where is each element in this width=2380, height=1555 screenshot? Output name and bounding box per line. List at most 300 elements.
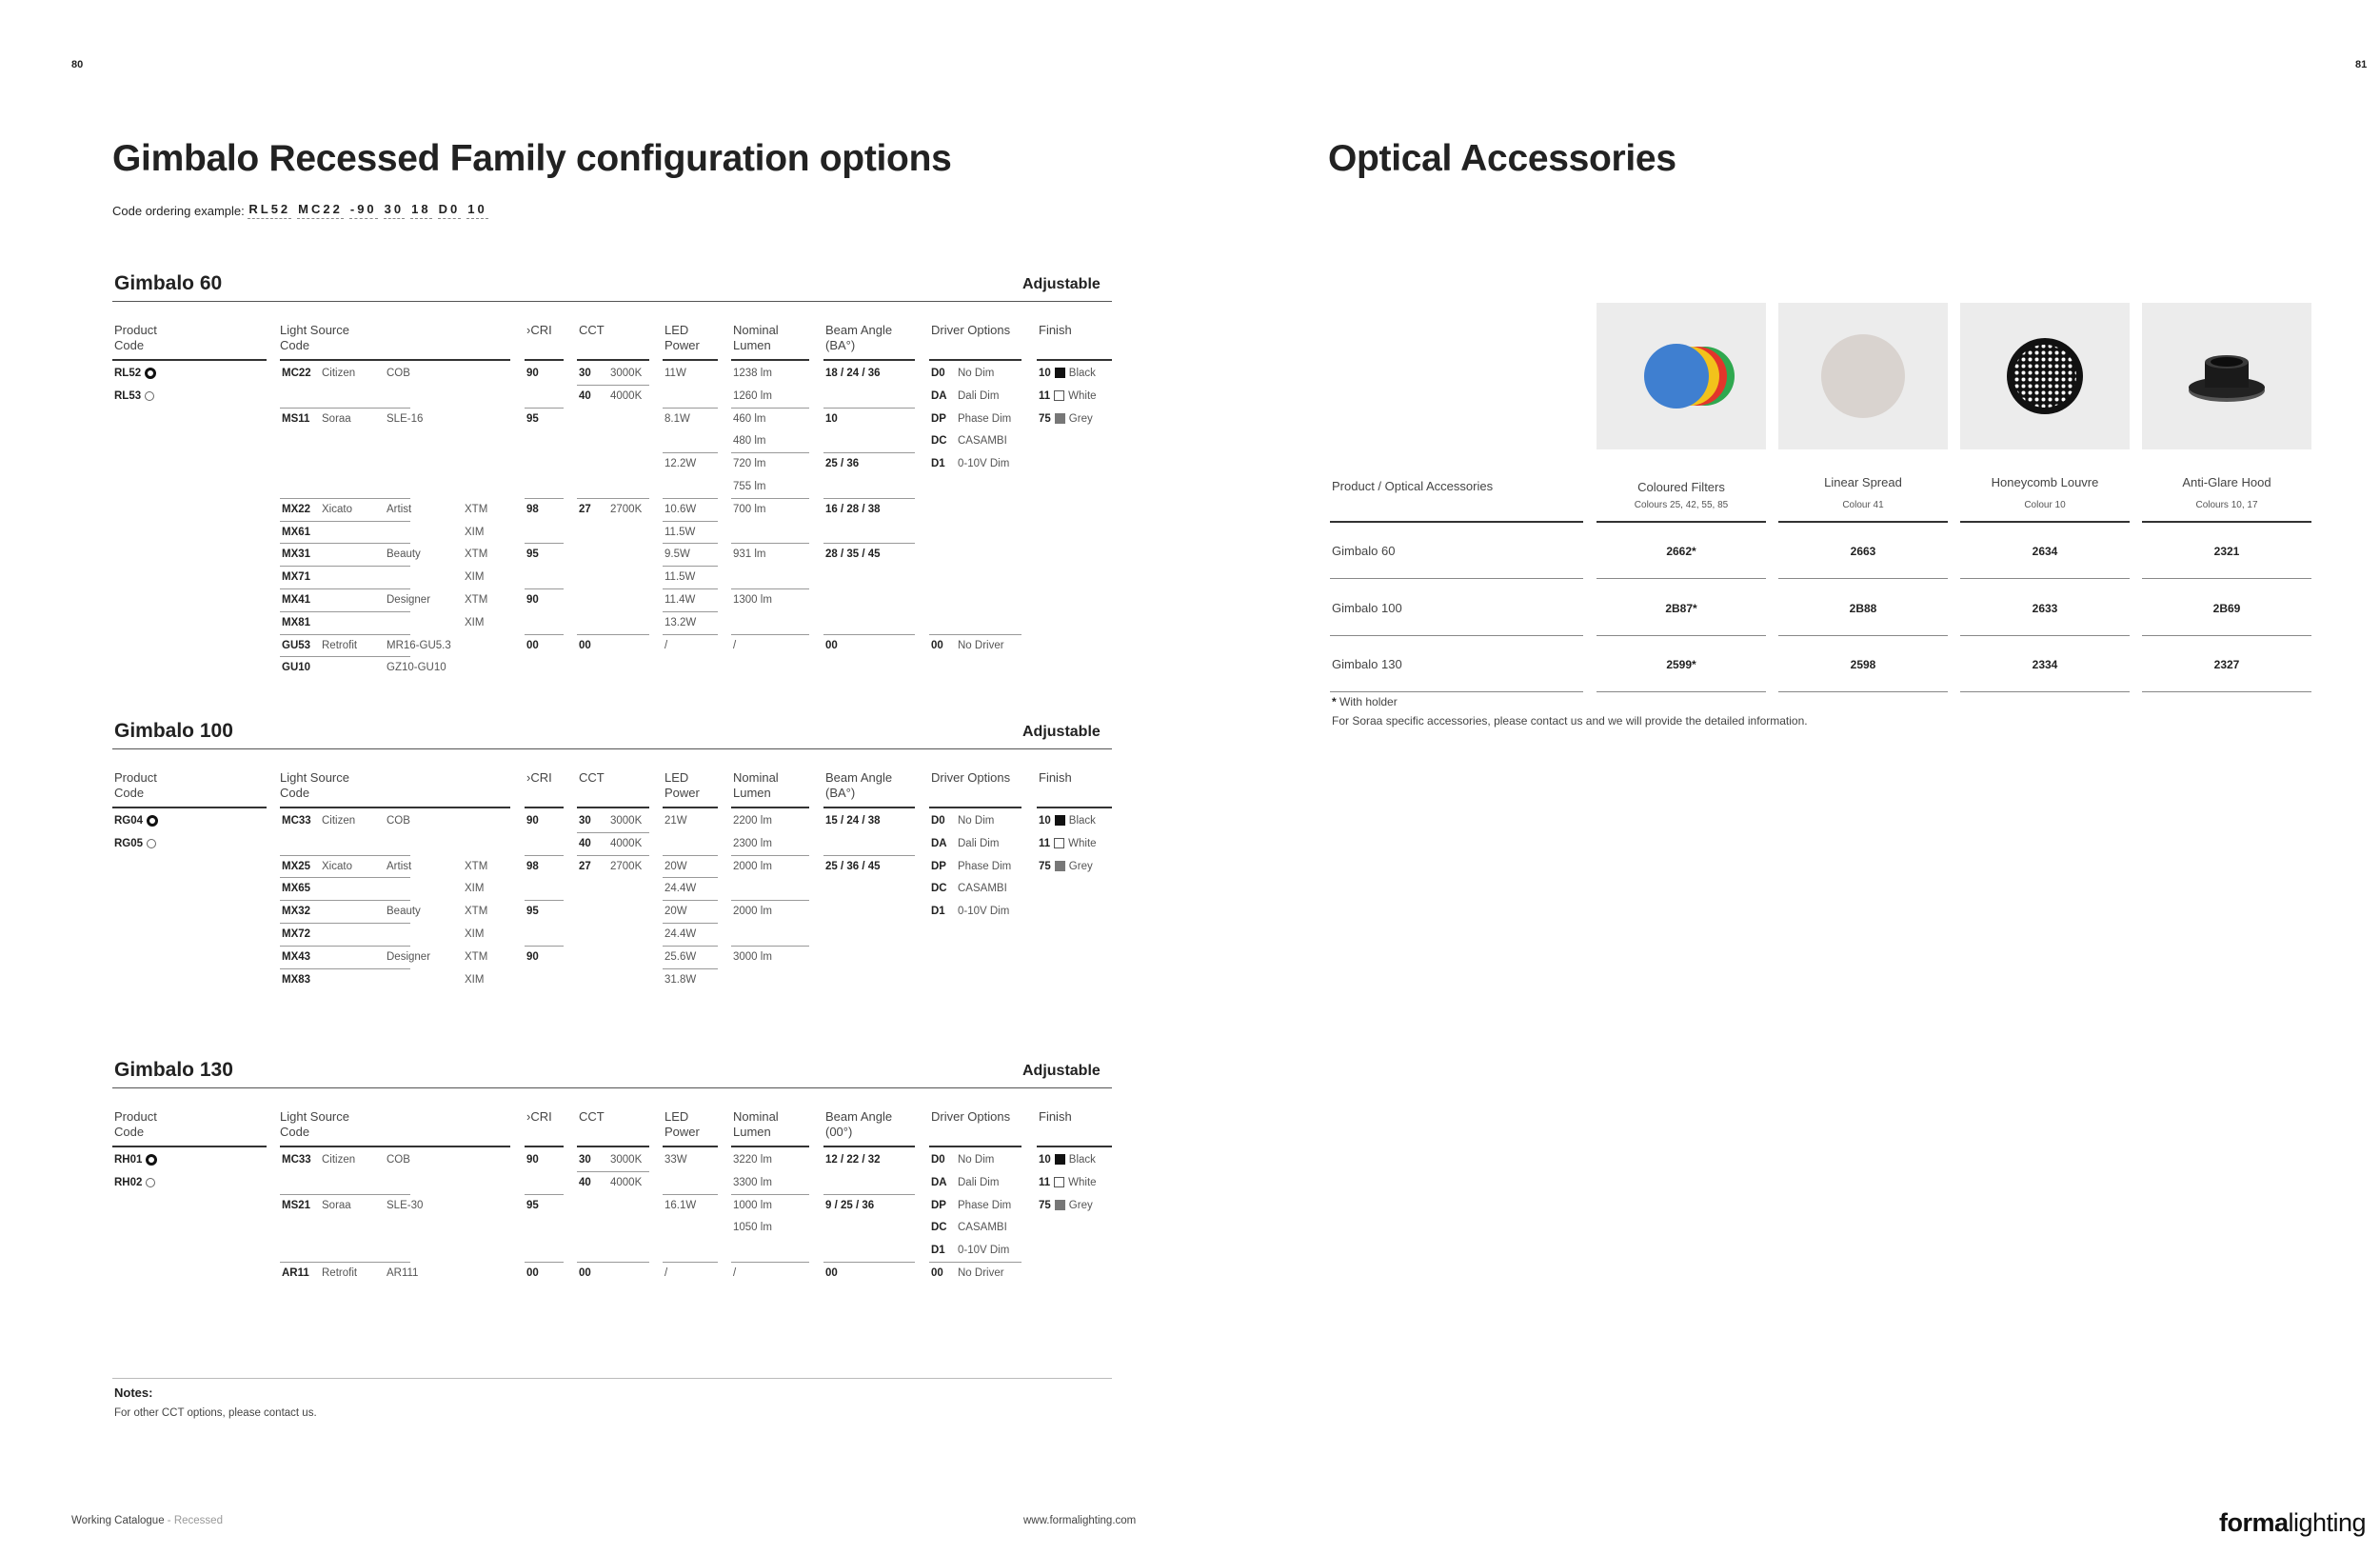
- accessory-row-rule: [1597, 635, 1766, 636]
- accessory-row-rule: [1778, 578, 1948, 579]
- table-cell: GZ10-GU10: [387, 662, 446, 674]
- table-cell: 21W: [664, 815, 687, 827]
- table-cell: MC33: [282, 1154, 311, 1166]
- table-cell: 30: [579, 368, 591, 379]
- row-rule: [663, 968, 718, 969]
- table-cell: /: [664, 1267, 668, 1279]
- header-rule: [385, 359, 510, 361]
- table-cell: XIM: [465, 973, 485, 986]
- row-rule: [280, 634, 410, 635]
- table-cell: Soraa: [322, 1199, 351, 1211]
- product-code: RL52: [114, 367, 156, 380]
- table-cell: MX31: [282, 548, 311, 561]
- notes: [114, 1386, 317, 1419]
- row-rule: [577, 1262, 649, 1263]
- table-cell: 1300 lm: [733, 594, 772, 606]
- family-title: Gimbalo 60: [114, 272, 223, 294]
- table-cell: COB: [387, 1154, 410, 1166]
- row-rule: [663, 452, 718, 453]
- row-rule: [731, 408, 809, 409]
- table-cell: MX65: [282, 883, 311, 895]
- table-cell: 95: [526, 1199, 539, 1211]
- column-header: Product Code: [114, 1109, 157, 1139]
- driver-label: No Dim: [958, 1154, 995, 1166]
- code-segment: 30: [384, 202, 405, 219]
- header-rule: [731, 359, 809, 361]
- white-ring-icon: [146, 1178, 155, 1187]
- table-cell: XIM: [465, 616, 485, 628]
- accessories-row-header: Product / Optical Accessories: [1332, 479, 1494, 493]
- driver-label: No Dim: [958, 368, 995, 379]
- table-cell: COB: [387, 815, 410, 827]
- driver-label: 0-10V Dim: [958, 458, 1010, 470]
- column-header: Beam Angle (BA°): [825, 770, 893, 800]
- family-rule: [112, 1087, 1112, 1088]
- adjustable-label: Adjustable: [1022, 724, 1101, 740]
- accessory-code: 2599*: [1666, 658, 1696, 671]
- driver-label: Phase Dim: [958, 412, 1012, 425]
- column-header: Nominal Lumen: [733, 323, 779, 352]
- table-cell: XTM: [465, 548, 488, 561]
- driver-label: CASAMBI: [958, 435, 1007, 448]
- driver-label: 0-10V Dim: [958, 906, 1010, 918]
- table-cell: 95: [526, 906, 539, 918]
- table-cell: Artist: [387, 503, 412, 515]
- table-cell: MS11: [282, 412, 310, 425]
- row-rule: [823, 452, 915, 453]
- linear-spread-image: [1778, 303, 1948, 449]
- finish-option: 11 White: [1039, 389, 1097, 402]
- black-swatch-icon: [1055, 1154, 1065, 1165]
- header-rule: [577, 1146, 649, 1147]
- table-cell: 8.1W: [664, 412, 690, 425]
- column-header: CCT: [579, 770, 605, 785]
- accessories-note: For Soraa specific accessories, please contact us and we will provide the detailed information.: [1332, 714, 1808, 728]
- footer-website[interactable]: www.formalighting.com: [1023, 1515, 1137, 1526]
- table-cell: 12 / 22 / 32: [825, 1154, 881, 1166]
- table-cell: Citizen: [322, 368, 356, 379]
- black-swatch-icon: [1055, 815, 1065, 826]
- column-header: Driver Options: [931, 770, 1011, 785]
- notes-text: For other CCT options, please contact us.: [114, 1407, 317, 1419]
- accessory-code: 2633: [2032, 601, 2058, 615]
- grey-swatch-icon: [1055, 413, 1065, 424]
- row-rule: [731, 588, 809, 589]
- accessory-code: 2598: [1850, 658, 1876, 671]
- row-rule: [280, 588, 410, 589]
- row-rule: [731, 855, 809, 856]
- table-cell: 95: [526, 412, 539, 425]
- family-rule: [112, 748, 1112, 749]
- accessory-code: 2334: [2032, 658, 2058, 671]
- table-cell: Xicato: [322, 860, 352, 872]
- black-ring-icon: [145, 368, 156, 379]
- table-cell: 90: [526, 1154, 539, 1166]
- table-cell: GU10: [282, 662, 311, 674]
- row-rule: [280, 877, 410, 878]
- accessory-row-rule: [1330, 578, 1583, 579]
- driver-code: DP: [931, 860, 946, 872]
- table-cell: Designer: [387, 950, 431, 963]
- table-cell: 2700K: [610, 503, 643, 515]
- row-rule: [280, 498, 410, 499]
- row-rule: [663, 923, 718, 924]
- accessory-row-rule: [1597, 691, 1766, 692]
- accessory-row-rule: [2142, 635, 2311, 636]
- accessory-row-rule: [2142, 691, 2311, 692]
- code-ordering-example: [112, 202, 494, 219]
- driver-label: Phase Dim: [958, 1199, 1012, 1211]
- white-swatch-icon: [1054, 1177, 1064, 1187]
- driver-code: DA: [931, 389, 947, 402]
- accessory-row-rule: [1960, 691, 2130, 692]
- finish-option: 10 Black: [1039, 368, 1096, 379]
- accessory-code: 2662*: [1666, 545, 1696, 558]
- table-cell: 90: [526, 815, 539, 827]
- table-cell: 4000K: [610, 1176, 643, 1188]
- row-rule: [525, 588, 564, 589]
- driver-label: Dali Dim: [958, 1176, 1000, 1188]
- table-cell: 20W: [664, 860, 687, 872]
- table-cell: 90: [526, 950, 539, 963]
- table-cell: 25.6W: [664, 950, 697, 963]
- grey-swatch-icon: [1055, 861, 1065, 871]
- table-cell: 30: [579, 1154, 591, 1166]
- table-cell: 00: [825, 639, 838, 651]
- table-cell: 00: [526, 1267, 539, 1279]
- accessory-row-rule: [1330, 691, 1583, 692]
- family-title: Gimbalo 100: [114, 720, 233, 742]
- table-cell: 2300 lm: [733, 837, 772, 849]
- table-cell: MX83: [282, 973, 311, 986]
- accessory-column-header: Coloured Filters: [1637, 480, 1725, 494]
- table-cell: MX72: [282, 928, 311, 940]
- row-rule: [577, 832, 649, 833]
- accessory-column-subtitle: Colour 41: [1842, 500, 1884, 510]
- row-rule: [577, 385, 649, 386]
- row-rule: [280, 900, 410, 901]
- header-rule: [663, 807, 718, 808]
- table-cell: 2700K: [610, 860, 643, 872]
- accessory-column-subtitle: Colours 25, 42, 55, 85: [1634, 500, 1729, 510]
- driver-label: No Driver: [958, 1267, 1004, 1279]
- accessory-column-header: Anti-Glare Hood: [2182, 475, 2271, 489]
- column-header: ›CRI: [526, 1109, 552, 1124]
- table-cell: 12.2W: [664, 458, 697, 470]
- table-cell: 24.4W: [664, 883, 697, 895]
- accessory-row-rule: [1330, 635, 1583, 636]
- column-header: Finish: [1039, 1109, 1072, 1124]
- column-header: CCT: [579, 1109, 605, 1124]
- driver-code: 00: [931, 1267, 943, 1279]
- driver-code: DP: [931, 1199, 946, 1211]
- driver-label: No Dim: [958, 815, 995, 827]
- accessory-row-rule: [2142, 578, 2311, 579]
- table-cell: /: [664, 639, 668, 651]
- table-cell: COB: [387, 368, 410, 379]
- row-rule: [663, 1194, 718, 1195]
- row-rule: [663, 900, 718, 901]
- row-rule: [663, 521, 718, 522]
- column-header: LED Power: [664, 1109, 700, 1139]
- code-example-label: Code ordering example:: [112, 203, 245, 218]
- table-cell: /: [733, 639, 737, 651]
- table-cell: 9.5W: [664, 548, 690, 561]
- row-rule: [731, 946, 809, 947]
- header-rule: [731, 807, 809, 808]
- table-cell: MC33: [282, 815, 311, 827]
- table-cell: 13.2W: [664, 616, 697, 628]
- table-cell: 98: [526, 860, 539, 872]
- table-cell: Designer: [387, 594, 431, 606]
- grey-swatch-icon: [1055, 1200, 1065, 1210]
- white-swatch-icon: [1054, 838, 1064, 848]
- table-cell: MR16-GU5.3: [387, 639, 451, 651]
- code-segment: D0: [438, 202, 462, 219]
- row-rule: [823, 498, 915, 499]
- column-header: Product Code: [114, 770, 157, 800]
- row-rule: [525, 543, 564, 544]
- page-number-right: 81: [2355, 59, 2368, 70]
- table-cell: 40: [579, 1176, 591, 1188]
- header-rule: [1037, 1146, 1112, 1147]
- column-header: ›CRI: [526, 770, 552, 785]
- header-rule: [823, 359, 915, 361]
- table-cell: 00: [825, 1267, 838, 1279]
- table-cell: Beauty: [387, 548, 421, 561]
- table-cell: MS21: [282, 1199, 311, 1211]
- row-rule: [525, 900, 564, 901]
- row-rule: [663, 634, 718, 635]
- table-cell: Soraa: [322, 412, 351, 425]
- table-cell: 9 / 25 / 36: [825, 1199, 875, 1211]
- table-cell: 3000K: [610, 368, 643, 379]
- table-cell: 3000K: [610, 815, 643, 827]
- table-cell: AR111: [387, 1267, 419, 1279]
- accessory-code: 2B87*: [1665, 601, 1697, 615]
- table-cell: 3300 lm: [733, 1176, 772, 1188]
- product-code: RH01: [114, 1153, 157, 1166]
- table-cell: 1260 lm: [733, 389, 772, 402]
- driver-code: D1: [931, 458, 945, 470]
- table-cell: 1000 lm: [733, 1199, 772, 1211]
- page-number-left: 80: [71, 59, 84, 70]
- accessory-column-header: Linear Spread: [1824, 475, 1902, 489]
- table-cell: 2000 lm: [733, 906, 772, 918]
- accessory-row-rule: [1960, 635, 2130, 636]
- row-rule: [280, 566, 410, 567]
- row-rule: [525, 1194, 564, 1195]
- table-cell: MX25: [282, 860, 311, 872]
- driver-label: Dali Dim: [958, 389, 1000, 402]
- header-rule: [929, 1146, 1021, 1147]
- table-cell: 11.4W: [664, 594, 696, 606]
- column-header: LED Power: [664, 323, 700, 352]
- table-cell: XTM: [465, 950, 488, 963]
- row-rule: [525, 498, 564, 499]
- table-cell: 30: [579, 815, 591, 827]
- header-rule: [929, 807, 1021, 808]
- column-header: Beam Angle (BA°): [825, 323, 893, 352]
- column-header: Light Source Code: [280, 323, 349, 352]
- driver-code: DA: [931, 837, 947, 849]
- accessory-code: 2B88: [1849, 601, 1877, 615]
- driver-code: DA: [931, 1176, 947, 1188]
- row-rule: [823, 634, 915, 635]
- finish-option: 10 Black: [1039, 1154, 1096, 1166]
- product-code: RH02: [114, 1176, 155, 1189]
- column-header: ›CRI: [526, 323, 552, 337]
- row-rule: [731, 498, 809, 499]
- column-header: LED Power: [664, 770, 700, 800]
- table-cell: XTM: [465, 906, 488, 918]
- table-cell: 10.6W: [664, 503, 697, 515]
- table-cell: 11.5W: [664, 571, 696, 584]
- table-cell: 2200 lm: [733, 815, 772, 827]
- table-cell: 10: [825, 412, 838, 425]
- code-segment: 10: [466, 202, 487, 219]
- header-rule: [823, 1146, 915, 1147]
- table-cell: 15 / 24 / 38: [825, 815, 881, 827]
- accessory-code: 2B69: [2212, 601, 2241, 615]
- notes-divider: [112, 1378, 1112, 1379]
- row-rule: [280, 521, 410, 522]
- header-rule: [112, 359, 267, 361]
- table-cell: XIM: [465, 526, 485, 538]
- table-cell: 33W: [664, 1154, 687, 1166]
- row-rule: [525, 408, 564, 409]
- driver-code: DC: [931, 435, 947, 448]
- table-cell: 4000K: [610, 389, 643, 402]
- table-cell: 95: [526, 548, 539, 561]
- adjustable-label: Adjustable: [1022, 1063, 1101, 1079]
- row-rule: [280, 656, 410, 657]
- table-cell: XTM: [465, 860, 488, 872]
- white-swatch-icon: [1054, 390, 1064, 401]
- driver-code: D0: [931, 815, 945, 827]
- finish-option: 11 White: [1039, 1176, 1097, 1188]
- row-rule: [663, 566, 718, 567]
- row-rule: [525, 634, 564, 635]
- table-cell: 11.5W: [664, 526, 696, 538]
- header-rule: [577, 359, 649, 361]
- coloured-filters-image: [1597, 303, 1766, 449]
- table-cell: 1238 lm: [733, 368, 772, 379]
- header-rule: [525, 1146, 564, 1147]
- driver-code: D0: [931, 1154, 945, 1166]
- accessory-code: 2634: [2032, 545, 2058, 558]
- accessory-header-rule: [1330, 521, 1583, 523]
- table-cell: Retrofit: [322, 639, 358, 651]
- table-cell: 1050 lm: [733, 1222, 772, 1234]
- driver-label: Phase Dim: [958, 860, 1012, 872]
- finish-option: 10 Black: [1039, 815, 1096, 827]
- table-cell: 25 / 36 / 45: [825, 860, 881, 872]
- row-rule: [280, 1194, 410, 1195]
- row-rule: [577, 634, 649, 635]
- footer-catalogue: [71, 1515, 223, 1526]
- row-rule: [823, 855, 915, 856]
- table-cell: 18 / 24 / 36: [825, 368, 881, 379]
- table-cell: MX22: [282, 503, 311, 515]
- row-rule: [823, 408, 915, 409]
- table-cell: 11W: [664, 368, 686, 379]
- driver-code: D1: [931, 906, 945, 918]
- accessory-row-rule: [1778, 691, 1948, 692]
- black-swatch-icon: [1055, 368, 1065, 378]
- table-cell: 4000K: [610, 837, 643, 849]
- table-cell: 98: [526, 503, 539, 515]
- table-cell: Citizen: [322, 1154, 356, 1166]
- finish-option: 75 Grey: [1039, 1199, 1093, 1211]
- driver-label: 0-10V Dim: [958, 1245, 1010, 1257]
- driver-code: DP: [931, 412, 946, 425]
- header-rule: [112, 807, 267, 808]
- table-cell: AR11: [282, 1267, 309, 1279]
- anti-glare-hood-image: [2142, 303, 2311, 449]
- driver-label: CASAMBI: [958, 883, 1007, 895]
- row-rule: [663, 498, 718, 499]
- brand-logo: formalighting: [2219, 1508, 2367, 1537]
- table-cell: 755 lm: [733, 481, 766, 492]
- accessory-column-subtitle: Colours 10, 17: [2195, 500, 2258, 510]
- table-cell: 3000 lm: [733, 950, 772, 963]
- accessory-row-rule: [1597, 578, 1766, 579]
- accessory-row-label: Gimbalo 100: [1332, 600, 1402, 615]
- code-segment: 18: [410, 202, 431, 219]
- table-cell: Retrofit: [322, 1267, 358, 1279]
- table-cell: 00: [579, 1267, 591, 1279]
- row-rule: [929, 634, 1021, 635]
- footer-catalogue-label: Working Catalogue: [71, 1515, 165, 1526]
- driver-code: D1: [931, 1245, 945, 1257]
- row-rule: [663, 543, 718, 544]
- code-segment: -90: [349, 202, 378, 219]
- header-rule: [731, 1146, 809, 1147]
- row-rule: [577, 855, 649, 856]
- accessory-code: 2327: [2213, 658, 2240, 671]
- table-cell: 27: [579, 860, 591, 872]
- accessory-header-rule: [2142, 521, 2311, 523]
- column-header: Nominal Lumen: [733, 1109, 779, 1139]
- table-cell: SLE-30: [387, 1199, 424, 1211]
- row-rule: [731, 543, 809, 544]
- table-cell: 40: [579, 389, 591, 402]
- table-cell: MX43: [282, 950, 311, 963]
- table-cell: Citizen: [322, 815, 356, 827]
- row-rule: [929, 1262, 1021, 1263]
- table-cell: 40: [579, 837, 591, 849]
- row-rule: [663, 588, 718, 589]
- footer-section: - Recessed: [167, 1515, 223, 1526]
- header-rule: [663, 1146, 718, 1147]
- row-rule: [280, 611, 410, 612]
- column-header: Light Source Code: [280, 770, 349, 800]
- row-rule: [823, 1262, 915, 1263]
- column-header: Product Code: [114, 323, 157, 352]
- row-rule: [823, 1194, 915, 1195]
- driver-code: DC: [931, 1222, 947, 1234]
- accessory-row-rule: [1778, 635, 1948, 636]
- column-header: Finish: [1039, 770, 1072, 785]
- table-cell: SLE-16: [387, 412, 424, 425]
- table-cell: Xicato: [322, 503, 352, 515]
- code-segment: MC22: [297, 202, 344, 219]
- row-rule: [280, 855, 410, 856]
- table-cell: MX32: [282, 906, 311, 918]
- column-header: CCT: [579, 323, 605, 337]
- table-cell: 2000 lm: [733, 860, 772, 872]
